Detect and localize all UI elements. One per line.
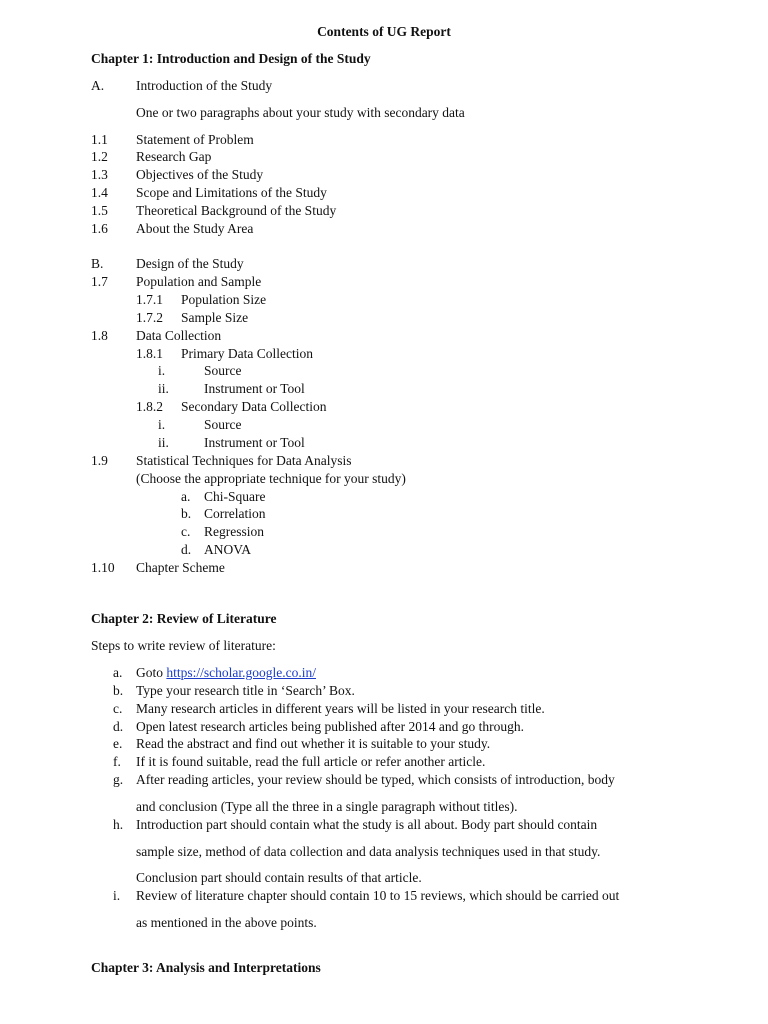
step-num: e.: [113, 736, 123, 751]
item-label: Scope and Limitations of the Study: [136, 185, 327, 200]
item-label: Research Gap: [136, 149, 212, 164]
subitem-label: Secondary Data Collection: [181, 399, 327, 414]
step-num: b.: [113, 683, 124, 698]
technique-label: Correlation: [204, 506, 266, 521]
step-num: g.: [113, 772, 124, 787]
step-num: i.: [113, 888, 121, 903]
step-num: a.: [113, 665, 123, 680]
section-b-label: Design of the Study: [136, 256, 244, 271]
step-num: f.: [113, 754, 121, 769]
item-label: About the Study Area: [136, 221, 254, 236]
step-text: Conclusion part should contain results of that article.: [136, 870, 422, 885]
technique-num: b.: [181, 506, 192, 521]
step-text: and conclusion (Type all the three in a single paragraph without titles).: [136, 799, 518, 814]
roman-label: Instrument or Tool: [204, 381, 305, 396]
item-num: 1.9: [91, 453, 108, 468]
item-label: Statistical Techniques for Data Analysis: [136, 453, 352, 468]
step-num: h.: [113, 817, 124, 832]
technique-label: Chi-Square: [204, 489, 266, 504]
step-text: Review of literature chapter should contain 10 to 15 reviews, which should be carried out: [136, 888, 620, 903]
technique-num: a.: [181, 489, 191, 504]
subitem-num: 1.8.1: [136, 346, 163, 361]
step-text: [136, 665, 316, 681]
item-label: Objectives of the Study: [136, 167, 264, 182]
roman-label: Source: [204, 417, 242, 432]
step-text: sample size, method of data collection and data analysis techniques used in that study.: [136, 844, 601, 859]
chapter1-heading: Chapter 1: Introduction and Design of the Study: [91, 51, 371, 66]
item-note: (Choose the appropriate technique for your study): [136, 471, 406, 486]
step-text: After reading articles, your review should be typed, which consists of introduction, body: [136, 772, 615, 787]
item-label: Population and Sample: [136, 274, 262, 289]
item-num: 1.2: [91, 149, 108, 164]
item-num: 1.4: [91, 185, 108, 200]
section-a-note: One or two paragraphs about your study with secondary data: [136, 105, 465, 120]
technique-label: ANOVA: [204, 542, 252, 557]
subitem-num: 1.8.2: [136, 399, 163, 414]
item-num: 1.8: [91, 328, 108, 343]
section-a-label: Introduction of the Study: [136, 78, 273, 93]
roman-label: Source: [204, 363, 242, 378]
chapter2-heading: Chapter 2: Review of Literature: [91, 611, 277, 626]
step-text: If it is found suitable, read the full article or refer another article.: [136, 754, 486, 769]
chapter3-heading: Chapter 3: Analysis and Interpretations: [91, 960, 321, 975]
item-label: Theoretical Background of the Study: [136, 203, 337, 218]
subitem-num: 1.7.2: [136, 310, 163, 325]
subitem-num: 1.7.1: [136, 292, 163, 307]
step-text: Introduction part should contain what the study is all about. Body part should contain: [136, 817, 598, 832]
technique-num: c.: [181, 524, 191, 539]
step-text: Many research articles in different years will be listed in your research title.: [136, 701, 545, 716]
step-prefix: Goto: [136, 665, 167, 680]
step-num: d.: [113, 719, 124, 734]
subitem-label: Population Size: [181, 292, 267, 307]
item-label: Chapter Scheme: [136, 560, 225, 575]
document-title: Contents of UG Report: [317, 24, 451, 39]
section-b-num: B.: [91, 256, 104, 271]
scholar-link[interactable]: https://scholar.google.co.in/: [166, 665, 316, 680]
step-text: Open latest research articles being published after 2014 and go through.: [136, 719, 524, 734]
chapter2-intro: Steps to write review of literature:: [91, 638, 276, 653]
subitem-label: Primary Data Collection: [181, 346, 313, 361]
step-num: c.: [113, 701, 123, 716]
item-num: 1.3: [91, 167, 108, 182]
item-num: 1.1: [91, 132, 108, 147]
item-label: Data Collection: [136, 328, 222, 343]
roman-num: ii.: [158, 435, 169, 450]
roman-num: i.: [158, 363, 166, 378]
subitem-label: Sample Size: [181, 310, 249, 325]
step-text: Read the abstract and find out whether it is suitable to your study.: [136, 736, 491, 751]
item-num: 1.5: [91, 203, 108, 218]
item-num: 1.10: [91, 560, 115, 575]
step-text: as mentioned in the above points.: [136, 915, 317, 930]
step-text: Type your research title in ‘Search’ Box.: [136, 683, 355, 698]
roman-num: ii.: [158, 381, 169, 396]
item-label: Statement of Problem: [136, 132, 254, 147]
item-num: 1.7: [91, 274, 108, 289]
roman-num: i.: [158, 417, 166, 432]
item-num: 1.6: [91, 221, 108, 236]
roman-label: Instrument or Tool: [204, 435, 305, 450]
technique-num: d.: [181, 542, 192, 557]
technique-label: Regression: [204, 524, 264, 539]
section-a-num: A.: [91, 78, 105, 93]
